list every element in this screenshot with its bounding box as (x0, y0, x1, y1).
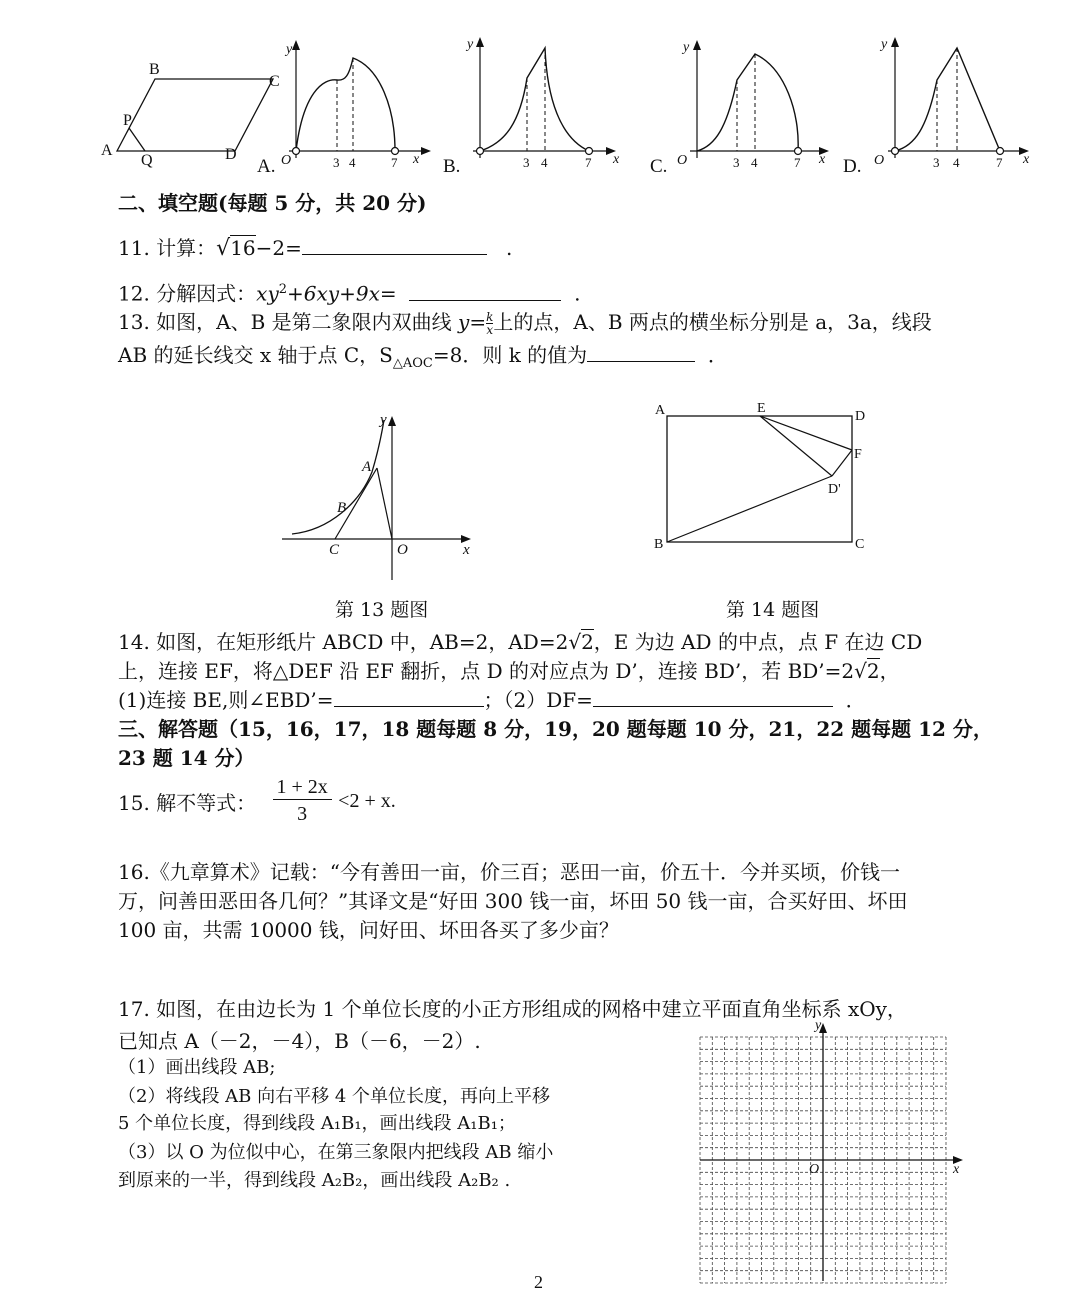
question-14-line-1: 14. 如图，在矩形纸片 ABCD 中，AB=2，AD=2√2，E 为边 AD 的中点，点 F 在边 CD (118, 630, 923, 654)
label-D: D (225, 146, 237, 163)
svg-text:3: 3 (333, 155, 340, 170)
question-17-line-4: （2）将线段 AB 向右平移 4 个单位长度，再向上平移 (118, 1086, 551, 1107)
question-17-line-3: （1）画出线段 AB; (118, 1057, 276, 1078)
svg-text:7: 7 (585, 155, 592, 170)
svg-text:x: x (613, 152, 620, 167)
answer-blank-13[interactable] (587, 343, 695, 362)
graph-option-b (443, 37, 620, 177)
page-number: 2 (534, 1272, 543, 1292)
graph-option-d (843, 37, 1030, 177)
figure-13 (280, 412, 480, 587)
parallelogram-figure (101, 61, 280, 169)
option-b-letter: B. (443, 156, 461, 177)
question-17-line-5: 5 个单位长度，得到线段 A₁B₁，画出线段 A₁B₁； (118, 1113, 516, 1134)
svg-text:x: x (413, 152, 420, 167)
svg-text:3: 3 (733, 155, 740, 170)
answer-blank-14-2[interactable] (593, 688, 833, 707)
svg-text:O: O (281, 153, 292, 168)
svg-text:O: O (874, 153, 885, 168)
label-P: P (123, 112, 132, 129)
svg-text:y: y (815, 1018, 822, 1033)
figure-13-caption: 第 13 题图 (335, 599, 429, 621)
question-11: 11. 计算：√16−2= . (118, 236, 513, 261)
svg-text:y: y (683, 40, 690, 55)
svg-text:F: F (854, 447, 862, 462)
svg-text:x: x (1023, 152, 1030, 167)
question-17-line-6: （3）以 O 为位似中心，在第三象限内把线段 AB 缩小 (118, 1142, 554, 1163)
svg-text:D: D (855, 409, 866, 424)
svg-text:A: A (655, 403, 666, 418)
label-Q: Q (141, 152, 153, 169)
svg-text:x: x (819, 152, 826, 167)
svg-text:x: x (463, 542, 470, 558)
svg-text:4: 4 (349, 155, 356, 170)
figure-14-caption: 第 14 题图 (726, 599, 820, 621)
svg-text:3: 3 (523, 155, 530, 170)
question-17-line-1: 17. 如图，在由边长为 1 个单位长度的小正方形组成的网格中建立平面直角坐标系 xOy， (118, 997, 907, 1021)
answer-blank-14-1[interactable] (334, 688, 484, 707)
svg-text:C: C (855, 537, 865, 552)
question-16-line-2: 万，问善田恶田各几何？”其译文是“好田 300 钱一亩，坏田 50 钱一亩，合买好田、坏田 (118, 889, 908, 913)
question-14-line-3: (1)连接 BE,则∠EBD’= ；（2）DF= ． (118, 688, 866, 712)
question-16-line-1: 16.《九章算术》记载：“今有善田一亩，价三百；恶田一亩，价五十．今并买顷，价钱一 (118, 860, 901, 884)
svg-text:O: O (677, 153, 688, 168)
option-a-letter: A. (257, 156, 276, 177)
svg-text:B: B (337, 500, 347, 516)
svg-text:D': D' (828, 482, 841, 497)
coordinate-grid[interactable] (695, 1015, 970, 1285)
svg-text:C: C (329, 542, 340, 558)
graph-option-c (650, 40, 829, 177)
question-12: 12. 分解因式：$xy^2+6xy+9x=$ . (118, 281, 581, 306)
svg-text:y: y (881, 37, 888, 52)
svg-text:7: 7 (996, 155, 1003, 170)
svg-text:7: 7 (391, 155, 398, 170)
question-13-line-1: 13. 如图，A、B 是第二象限内双曲线 y= $\frac{k}{x}$ 上的点，A、B 两点的横坐标分别是 a，3a，线段 (118, 310, 932, 337)
question-14-line-2: 上，连接 EF，将△DEF 沿 EF 翻折，点 D 的对应点为 D’，连接 BD’，若 BD’=2√2， (118, 659, 900, 683)
svg-text:E: E (757, 401, 766, 416)
svg-text:y: y (286, 42, 293, 57)
label-B: B (149, 61, 160, 78)
question-17-line-2: 已知点 A（－2，－4），B（－6，－2）. (118, 1029, 481, 1053)
answer-blank-11[interactable] (302, 236, 487, 255)
section-3-heading-line-1: 三、解答题（15，16，17，18 题每题 8 分，19，20 题每题 10 分，21，22 题每题 12 分， (118, 717, 993, 741)
question-17-line-7: 到原来的一半，得到线段 A₂B₂，画出线段 A₂B₂ . (118, 1170, 511, 1191)
section-2-heading: 二、填空题(每题 5 分，共 20 分) (118, 191, 427, 215)
figure-14 (650, 398, 880, 558)
label-A: A (101, 142, 113, 159)
question-13-line-2: AB 的延长线交 x 轴于点 C，$S_{\triangle AOC}=8$．则 k 的值为 ． (118, 343, 728, 371)
svg-text:A: A (362, 459, 372, 475)
answer-blank-12[interactable] (409, 282, 561, 301)
svg-text:x: x (953, 1162, 960, 1177)
svg-text:4: 4 (953, 155, 960, 170)
svg-text:O: O (397, 542, 408, 558)
svg-text:7: 7 (794, 155, 801, 170)
top-figure (95, 28, 1045, 178)
question-15: 15. 解不等式： $\frac{1 + 2x}{3}$ <2 + x. (118, 776, 396, 825)
svg-text:B: B (654, 537, 664, 552)
option-d-letter: D. (843, 156, 862, 177)
svg-text:y: y (380, 412, 387, 428)
section-3-heading-line-2: 23 题 14 分） (118, 746, 255, 770)
svg-text:y: y (467, 37, 474, 52)
question-16-line-3: 100 亩，共需 10000 钱，问好田、坏田各买了多少亩？ (118, 918, 619, 942)
svg-text:4: 4 (751, 155, 758, 170)
graph-option-a (257, 40, 431, 177)
option-c-letter: C. (650, 156, 668, 177)
svg-text:3: 3 (933, 155, 940, 170)
label-C: C (269, 73, 280, 90)
svg-text:O: O (809, 1162, 820, 1177)
svg-text:4: 4 (541, 155, 548, 170)
